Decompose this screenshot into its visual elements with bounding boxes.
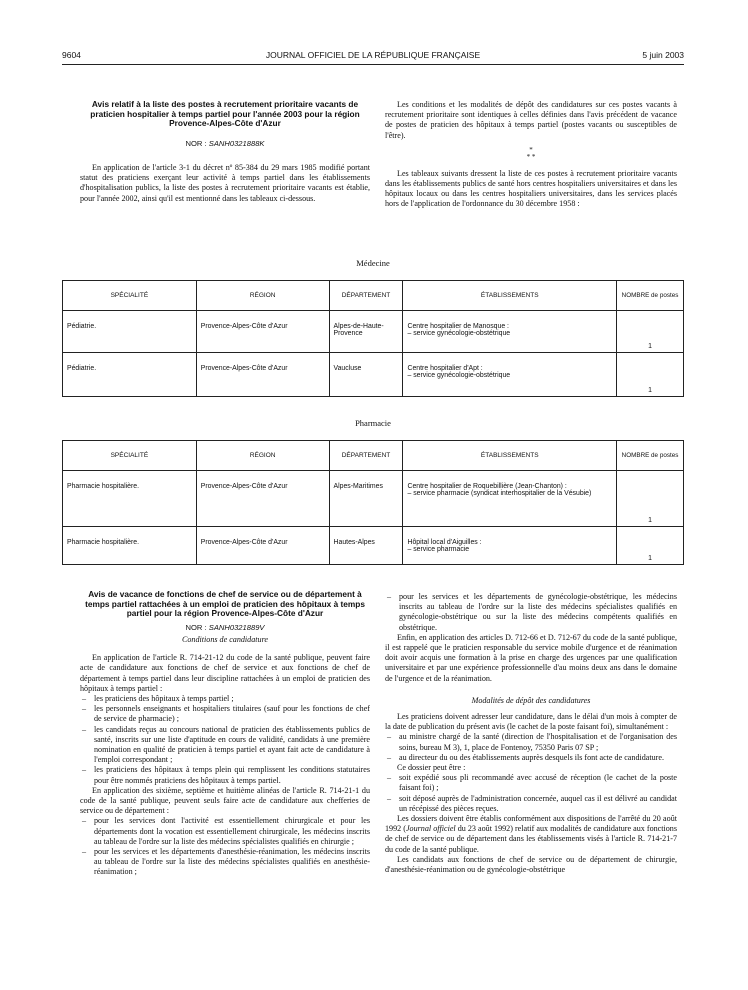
list-item: – les candidats reçus au concours national de praticien des établissements publics de santé, inscrits sur une liste d'aptitude en cours de validité, candidats à une première nomination en qualité de praticien à temps partiel et ayant fait acte de candidature à l'emploi correspondant ; xyxy=(94,725,370,766)
list-item: – pour les services et les départements de gynécologie-obstétrique, les médecins inscrits au tableau de l'ordre sur la liste des médecins spécialistes qualifiés en gynécologie-obstétrique ou sur la liste des médecins compétents qualifiés en obstétrique. xyxy=(399,592,677,633)
cell-specialite: Pédiatrie. xyxy=(63,311,197,353)
list-item: – les praticiens des hôpitaux à temps partiel ; xyxy=(94,694,370,704)
cell-region: Provence-Alpes-Côte d'Azur xyxy=(196,527,329,565)
avis1-title: Avis relatif à la liste des postes à recrutement prioritaire vacants de praticien hospitalier à temps partiel pour l'année 2003 pour la région Provence-Alpes-Côte d'Azur xyxy=(90,99,360,129)
list-item: – pour les services et les départements d'anesthésie-réanimation, les médecins inscrits au tableau de l'ordre sur la liste des médecins spécialistes qualifiés en anesthésie-réanimation ; xyxy=(94,847,370,878)
journal-title: JOURNAL OFFICIEL DE LA RÉPUBLIQUE FRANÇAISE xyxy=(265,50,481,60)
cell-departement: Alpes-Maritimes xyxy=(329,471,403,527)
avis2-para-dossier: Ce dossier peut être : xyxy=(397,763,466,773)
cell-departement: Vaucluse xyxy=(329,353,403,397)
avis2-left-column xyxy=(80,590,370,878)
col-departement: DÉPARTEMENT xyxy=(329,281,403,311)
list-item: – pour les services dont l'activité est essentiellement chirurgicale et pour les départements dont la vocation est essentiellement chirurgicale, les médecins inscrits au tableau de l'ordre sur la liste des médecins spécialistes qualifiés en chirurgie ; xyxy=(94,816,370,847)
eligible-candidates-list xyxy=(80,694,370,786)
cell-etablissements xyxy=(403,353,617,397)
etab-service: – service pharmacie xyxy=(407,546,470,553)
table-row xyxy=(63,471,684,527)
avis2-intro: En application de l'article R. 714-21-12 du code de la santé publique, peuvent faire acte de candidature aux fonctions de chef de service et aux fonctions de chef de département à temps partiel dans leur discipline rattachées à un emploi de praticien des hôpitaux à temps partiel : xyxy=(80,653,370,693)
etab-name: Centre hospitalier de Manosque : xyxy=(407,323,509,330)
cell-nombre: 1 xyxy=(617,527,684,565)
table-row xyxy=(63,311,684,353)
avis2-nor-label: NOR : xyxy=(185,622,207,632)
dossiers-text-journal: Journal officiel xyxy=(405,824,456,834)
table-row xyxy=(63,527,684,565)
table-row xyxy=(63,353,684,397)
separator-stars-bottom: * * xyxy=(526,152,536,161)
col-region: RÉGION xyxy=(196,441,329,471)
list-item: – soit déposé auprès de l'administration concernée, auquel cas il est délivré au candidat un récépissé des pièces reçues. xyxy=(399,794,677,814)
cell-departement: Hautes-Alpes xyxy=(329,527,403,565)
list-item: – au directeur du ou des établissements auprès desquels ils font acte de candidature. xyxy=(399,753,677,763)
avis1-paragraph-3: Les tableaux suivants dressent la liste de ces postes à recrutement prioritaire vacants dans les établissements publics de santé hors centres hospitaliers universitaires et dans les hôpitaux locaux ou dans les centres hospitaliers universitaires, dans les services placés hors de l'application de l'ordonnance du 30 décembre 1958 : xyxy=(385,168,677,209)
avis2-nor-code: SANH0321889V xyxy=(208,622,265,632)
dossiers-text-pre: Les dossiers doivent être établis conformément aux dispositions de l'arrêté du 20 août 1992 ( xyxy=(385,814,677,834)
separator-star-top: * xyxy=(529,145,533,154)
cell-region: Provence-Alpes-Côte d'Azur xyxy=(196,471,329,527)
conditions-subtitle: Conditions de candidature xyxy=(181,634,269,644)
avis2-para-enfin: Enfin, en application des articles D. 712-66 et D. 712-67 du code de la santé publique, il est rappelé que le praticien responsable du service mobile d'urgence et de réanimation doit avoir acquis une formation à la prise en charge des urgences par une qualification universitaire et par une expérience professionnelle d'au moins deux ans dans le domaine de l'urgence et de la réanimation. xyxy=(385,632,677,683)
etab-service: – service gynécologie-obstétrique xyxy=(407,330,511,337)
col-nombre: NOMBRE de postes xyxy=(617,441,684,471)
modalites-subtitle: Modalités de dépôt des candidatures xyxy=(471,695,591,705)
page-number: 9604 xyxy=(62,50,81,60)
cell-departement: Alpes-de-Haute-Provence xyxy=(329,311,403,353)
avis1-nor-code: SANH0321888K xyxy=(208,138,265,148)
header-rule xyxy=(62,64,684,65)
avis2-para-candidats: Les candidats aux fonctions de chef de service ou de département de chirurgie, d'anesthésie-réanimation ou de gynécologie-obstétrique xyxy=(385,854,677,875)
submission-methods-list xyxy=(385,773,677,814)
recipients-list xyxy=(385,732,677,763)
col-specialite: SPÉCIALITÉ xyxy=(63,281,197,311)
dossiers-text-post: du 23 août 1992) relatif aux modalités de candidature aux fonctions de chef de service ou de département dans les établissements visés à l'article R. 714-21-7 du code de la santé publique. xyxy=(385,824,677,854)
avis2-nor xyxy=(80,623,370,633)
etab-service: – service gynécologie-obstétrique xyxy=(407,372,511,379)
section-separator xyxy=(385,147,677,161)
cell-specialite: Pharmacie hospitalière. xyxy=(63,471,197,527)
pharmacie-table xyxy=(62,440,684,565)
list-item: – les personnels enseignants et hospitaliers titulaires (sauf pour les fonctions de chef de service de pharmacie) ; xyxy=(94,704,370,724)
list-item: – soit expédié sous pli recommandé avec accusé de réception (le cachet de la poste faisant foi) ; xyxy=(399,773,677,793)
issue-date: 5 juin 2003 xyxy=(642,50,684,60)
cell-nombre: 1 xyxy=(617,471,684,527)
etab-name: Centre hospitalier de Roquebillière (Jean-Chanton) : xyxy=(407,483,567,490)
cell-region: Provence-Alpes-Côte d'Azur xyxy=(196,353,329,397)
cell-specialite: Pharmacie hospitalière. xyxy=(63,527,197,565)
col-departement: DÉPARTEMENT xyxy=(329,441,403,471)
cell-nombre: 1 xyxy=(617,311,684,353)
pharmacie-title: Pharmacie xyxy=(355,418,391,428)
avis1-paragraph-1: En application de l'article 3-1 du décret nº 85-384 du 29 mars 1985 modifié portant statut des praticiens exerçant leur activité à temps partiel dans les établissements d'hospitalisation publics, la liste des postes à recrutement prioritaire vacants est établie, pour l'année 2002, ainsi qu'il est mentionné dans les tableaux ci-dessous. xyxy=(80,162,370,203)
page-header xyxy=(62,50,684,64)
specialty-requirements-list xyxy=(80,816,370,877)
cell-etablissements xyxy=(403,471,617,527)
col-specialite: SPÉCIALITÉ xyxy=(63,441,197,471)
avis2-para-praticiens: Les praticiens doivent adresser leur candidature, dans le délai d'un mois à compter de la date de publication du présent avis (le cachet de la poste faisant foi), simultanément : xyxy=(385,712,677,732)
medecine-title: Médecine xyxy=(356,258,390,268)
specialty-requirements-list-cont xyxy=(385,592,677,633)
avis2-para-dossiers xyxy=(385,814,677,855)
col-etablissements: ÉTABLISSEMENTS xyxy=(403,281,617,311)
avis2-right-column xyxy=(385,592,677,875)
col-etablissements: ÉTABLISSEMENTS xyxy=(403,441,617,471)
list-item: – les praticiens des hôpitaux à temps plein qui remplissent les conditions statutaires pour être nommés praticiens des hôpitaux à temps partiel. xyxy=(94,765,370,785)
avis2-para-sixieme: En application des sixième, septième et huitième alinéas de l'article R. 714-21-1 du code de la santé publique, peuvent seuls faire acte de candidature aux chefferies de service ou de département : xyxy=(80,785,370,816)
col-nombre: NOMBRE de postes xyxy=(617,281,684,311)
cell-etablissements xyxy=(403,527,617,565)
col-region: RÉGION xyxy=(196,281,329,311)
medecine-table xyxy=(62,280,684,397)
avis1-nor xyxy=(80,139,370,149)
pharmacie-header-row xyxy=(63,441,684,471)
avis1-paragraph-2: Les conditions et les modalités de dépôt des candidatures sur ces postes vacants à recrutement prioritaire sont identiques à celles définies dans l'avis précédent de vacance de postes de praticien des hôpitaux à temps partiel (postes vacants ou susceptibles de l'être). xyxy=(385,100,677,140)
medecine-header-row xyxy=(63,281,684,311)
cell-etablissements xyxy=(403,311,617,353)
etab-name: Centre hospitalier d'Apt : xyxy=(407,365,483,372)
cell-specialite: Pédiatrie. xyxy=(63,353,197,397)
avis1-nor-label: NOR : xyxy=(185,138,207,148)
cell-nombre: 1 xyxy=(617,353,684,397)
avis2-title: Avis de vacance de fonctions de chef de service ou de département à temps partiel rattachées à un emploi de praticien des hôpitaux à temps partiel pour la région Provence-Alpes-Côte d'Azur xyxy=(85,589,365,619)
etab-service: – service pharmacie (syndicat interhospitalier de la Vésubie) xyxy=(407,490,592,497)
cell-region: Provence-Alpes-Côte d'Azur xyxy=(196,311,329,353)
avis1-right-column xyxy=(385,100,677,210)
etab-name: Hôpital local d'Aiguilles : xyxy=(407,539,482,546)
list-item: – au ministre chargé de la santé (direction de l'hospitalisation et de l'organisation des soins, bureau M 3), 1, place de Fontenoy, 75350 Paris 07 SP ; xyxy=(399,732,677,752)
avis1-left-column xyxy=(80,100,370,204)
